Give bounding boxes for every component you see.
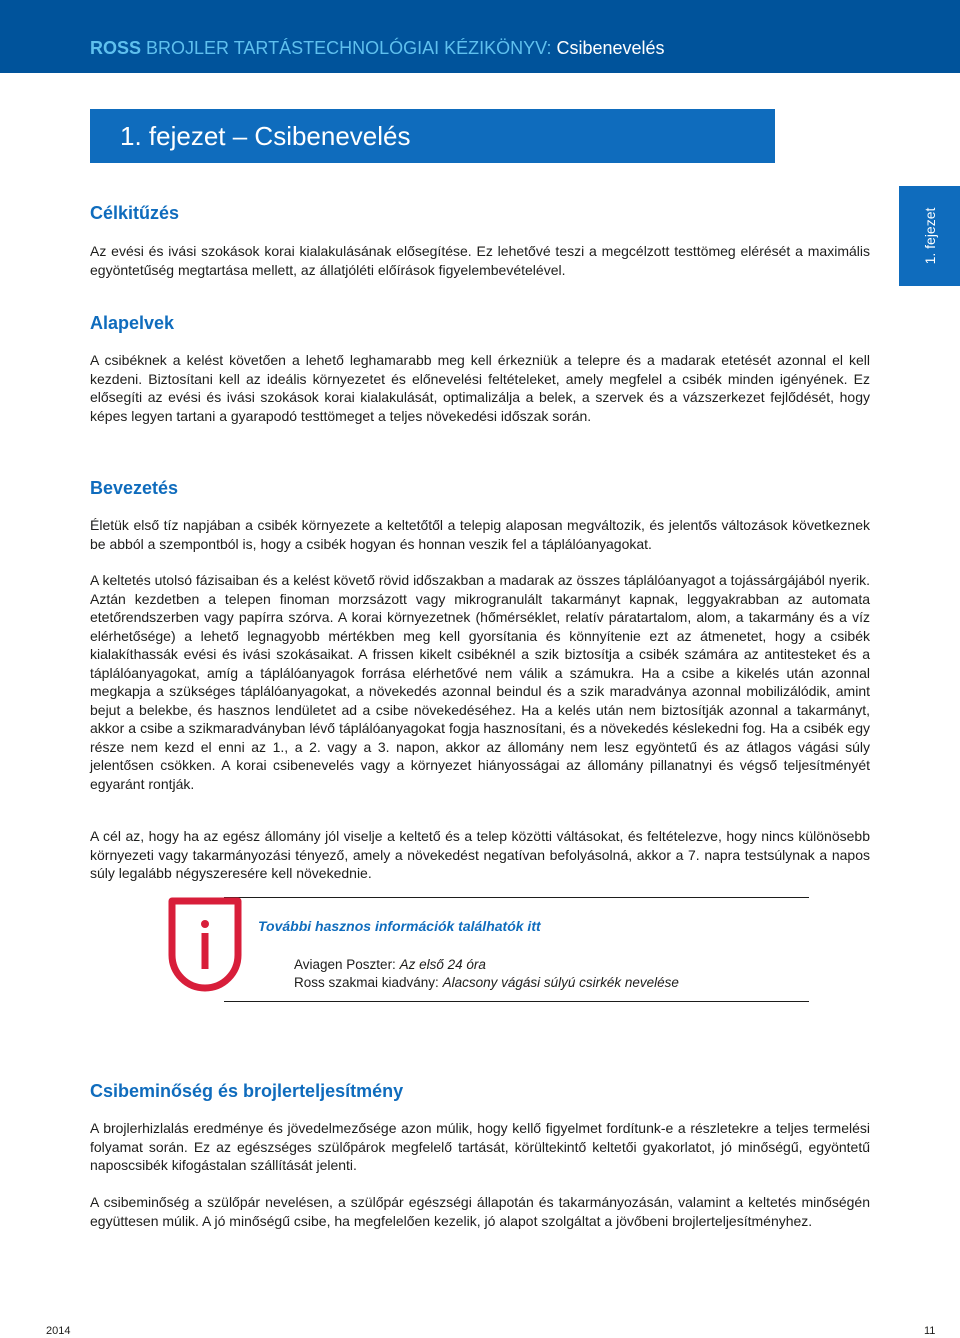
quality-p1: [90, 1119, 870, 1175]
introduction-paragraph-1: Életük első tíz napjában a csibék környezete a keltetőtől a telepig alaposan megváltozik, és jelentős változások következnek be abból a szempontból is, hogy a csibék hogyan és honnan veszik fel a táplálóanyagokat.: [90, 517, 870, 552]
book-title: BROJLER TARTÁSTECHNOLÓGIAI KÉZIKÖNYV:: [146, 38, 552, 58]
quality-paragraph-2: A csibeminőség a szülőpár nevelésen, a szülőpár egészségi állapotán és takarmányozásán, valamint a keltetés minőségén együttesen múlik. A jó minőségű csibe, ha megfelelően kezelik, jó alapot szolgáltat a jövőbeni brojlerteljesítményhez.: [90, 1194, 870, 1229]
introduction-heading: Bevezetés: [90, 478, 179, 498]
principles-heading: Alapelvek: [90, 313, 175, 333]
chapter-title: 1. fejezet – Csibenevelés: [120, 121, 411, 151]
info-icon: [160, 893, 250, 1003]
quality-paragraph-1: A brojlerhizlalás eredménye és jövedelmezősége azon múlik, hogy kellő figyelmet fordítunk-e a részletekre a teljes termelési folyamat során. Ez az egészséges szülőpárok megfelelő tartását, körültekintő keltetői gyakorlatot, jó minőségű, egyöntetű naposcsibék kifogástalan szállítását jelenti.: [90, 1120, 870, 1173]
quality-heading: Csibeminőség és brojlerteljesítmény: [90, 1081, 404, 1101]
info-item-publication[interactable]: [294, 975, 679, 990]
objective-paragraph: Az evési és ivási szokások korai kialakulásának elősegítése. Ez lehetővé teszi a megcélzott testtömeg elérését a maximális egyöntetűség megtartása mellett, az állatjóléti előírások figyelembevételével.: [90, 243, 870, 278]
introduction-paragraph-2: A keltetés utolsó fázisaiban és a kelést követő rövid időszakban a madarak az összes táplálóanyagot a tojássárgájából nyerik. Aztán kezdetben a telepen finoman morzsázott vagy mikrogranulált takarmányt kapnak, leggyakrabban az automata etetőrendszerben vagy papírra szórva. A korai környezetnek (hőmérséklet, relatív páratartalom, alom, a takarmány és a víz elérhetősége) a lehető legnagyobb mértékben meg kell gyorsítania és könnyítenie ezt az átmenetet, hogy a csibék kialakíthassák evési és ivási szokásaikat. A frissen kikelt csibéknél a szik biztosítja a csibék számára az antitesteket és a táplálóanyagokat, amíg a táplálóanyagok forrása elérhetővé nem válik a számukra. Ha a csibe a kikelés után azonnal megkapja a szükséges táplálóanyagokat, a növekedés azonnal beindul és a szik maradványa azonnal mobilizálódik, amint bejut a belekbe, és hasznos lendületet ad a csibe növekedéséhez. Ha a kelés után nem biztosítják azonnal a takarmányt, akkor a csibe a szikmaradványban lévő táplálóanyagokat fogja hasznosítani, és a növekedés késlekedni fog. Ha a csibék egy része nem kezd el enni az 1., a 2. vagy a 3. napon, akkor az állomány nem lesz egyöntetű és az átlagos vágási súly jelentősen csökken. A korai csibenevelés vagy a környezet hiányosságai az állomány pillanatnyi és végső teljesítményét egyaránt rontják.: [90, 572, 870, 792]
info-box-bottom-rule: [224, 1001, 809, 1002]
introduction-p1: [90, 516, 870, 553]
introduction-p2: [90, 571, 870, 793]
info-item-publication-value: Alacsony vágási súlyú csirkék nevelése: [442, 975, 679, 990]
introduction-paragraph-3: A cél az, hogy ha az egész állomány jól viselje a keltető és a telep közötti váltásokat, és feltételezve, hogy nincs különösebb környezeti vagy takarmányozási tényező, amely a növekedést negatívan befolyásolná, akkor a 7. napra testsúlynak a napos súly legalább négyszeresére kell növekednie.: [90, 828, 870, 881]
info-box-top-rule: [224, 897, 809, 898]
chapter-side-tab[interactable]: [899, 186, 960, 286]
principles-paragraph: A csibéknek a kelést követően a lehető leghamarabb meg kell érkezniük a telepre és a madarak etetését azonnal el kell kezdeni. Biztosítani kell az ideális környezetet és előnevelési feltételeket, amely megfelel a csibék minden igényének. Ez elősegíti az evési és ivási szokások korai kialakulását, optimalizálja a belek, a szervek és a vázszerkezet fejlődését, hogy képes legyen tartani a gyarapodó testtömeget a teljes növekedési időszak során.: [90, 352, 870, 424]
top-header-bar: [0, 0, 960, 73]
chapter-title-box: [90, 109, 775, 163]
objective-text: [90, 242, 870, 279]
info-item-poster-value: Az első 24 óra: [399, 957, 486, 972]
footer-page-number: 11: [924, 1325, 936, 1337]
info-item-poster[interactable]: [294, 957, 486, 972]
brand-name: ROSS: [90, 38, 142, 58]
info-box-title: További hasznos információk találhatók itt: [258, 918, 541, 934]
principles-text: [90, 351, 870, 425]
running-header: [90, 38, 665, 59]
section-name: Csibenevelés: [556, 38, 665, 58]
footer-year: 2014: [46, 1325, 71, 1337]
objective-heading: Célkitűzés: [90, 203, 180, 223]
introduction-p3: [90, 827, 870, 883]
side-tab-label: 1. fejezet: [921, 207, 938, 265]
info-item-publication-label: Ross szakmai kiadvány:: [294, 975, 439, 990]
info-item-poster-label: Aviagen Poszter:: [294, 957, 396, 972]
quality-p2: [90, 1193, 870, 1230]
